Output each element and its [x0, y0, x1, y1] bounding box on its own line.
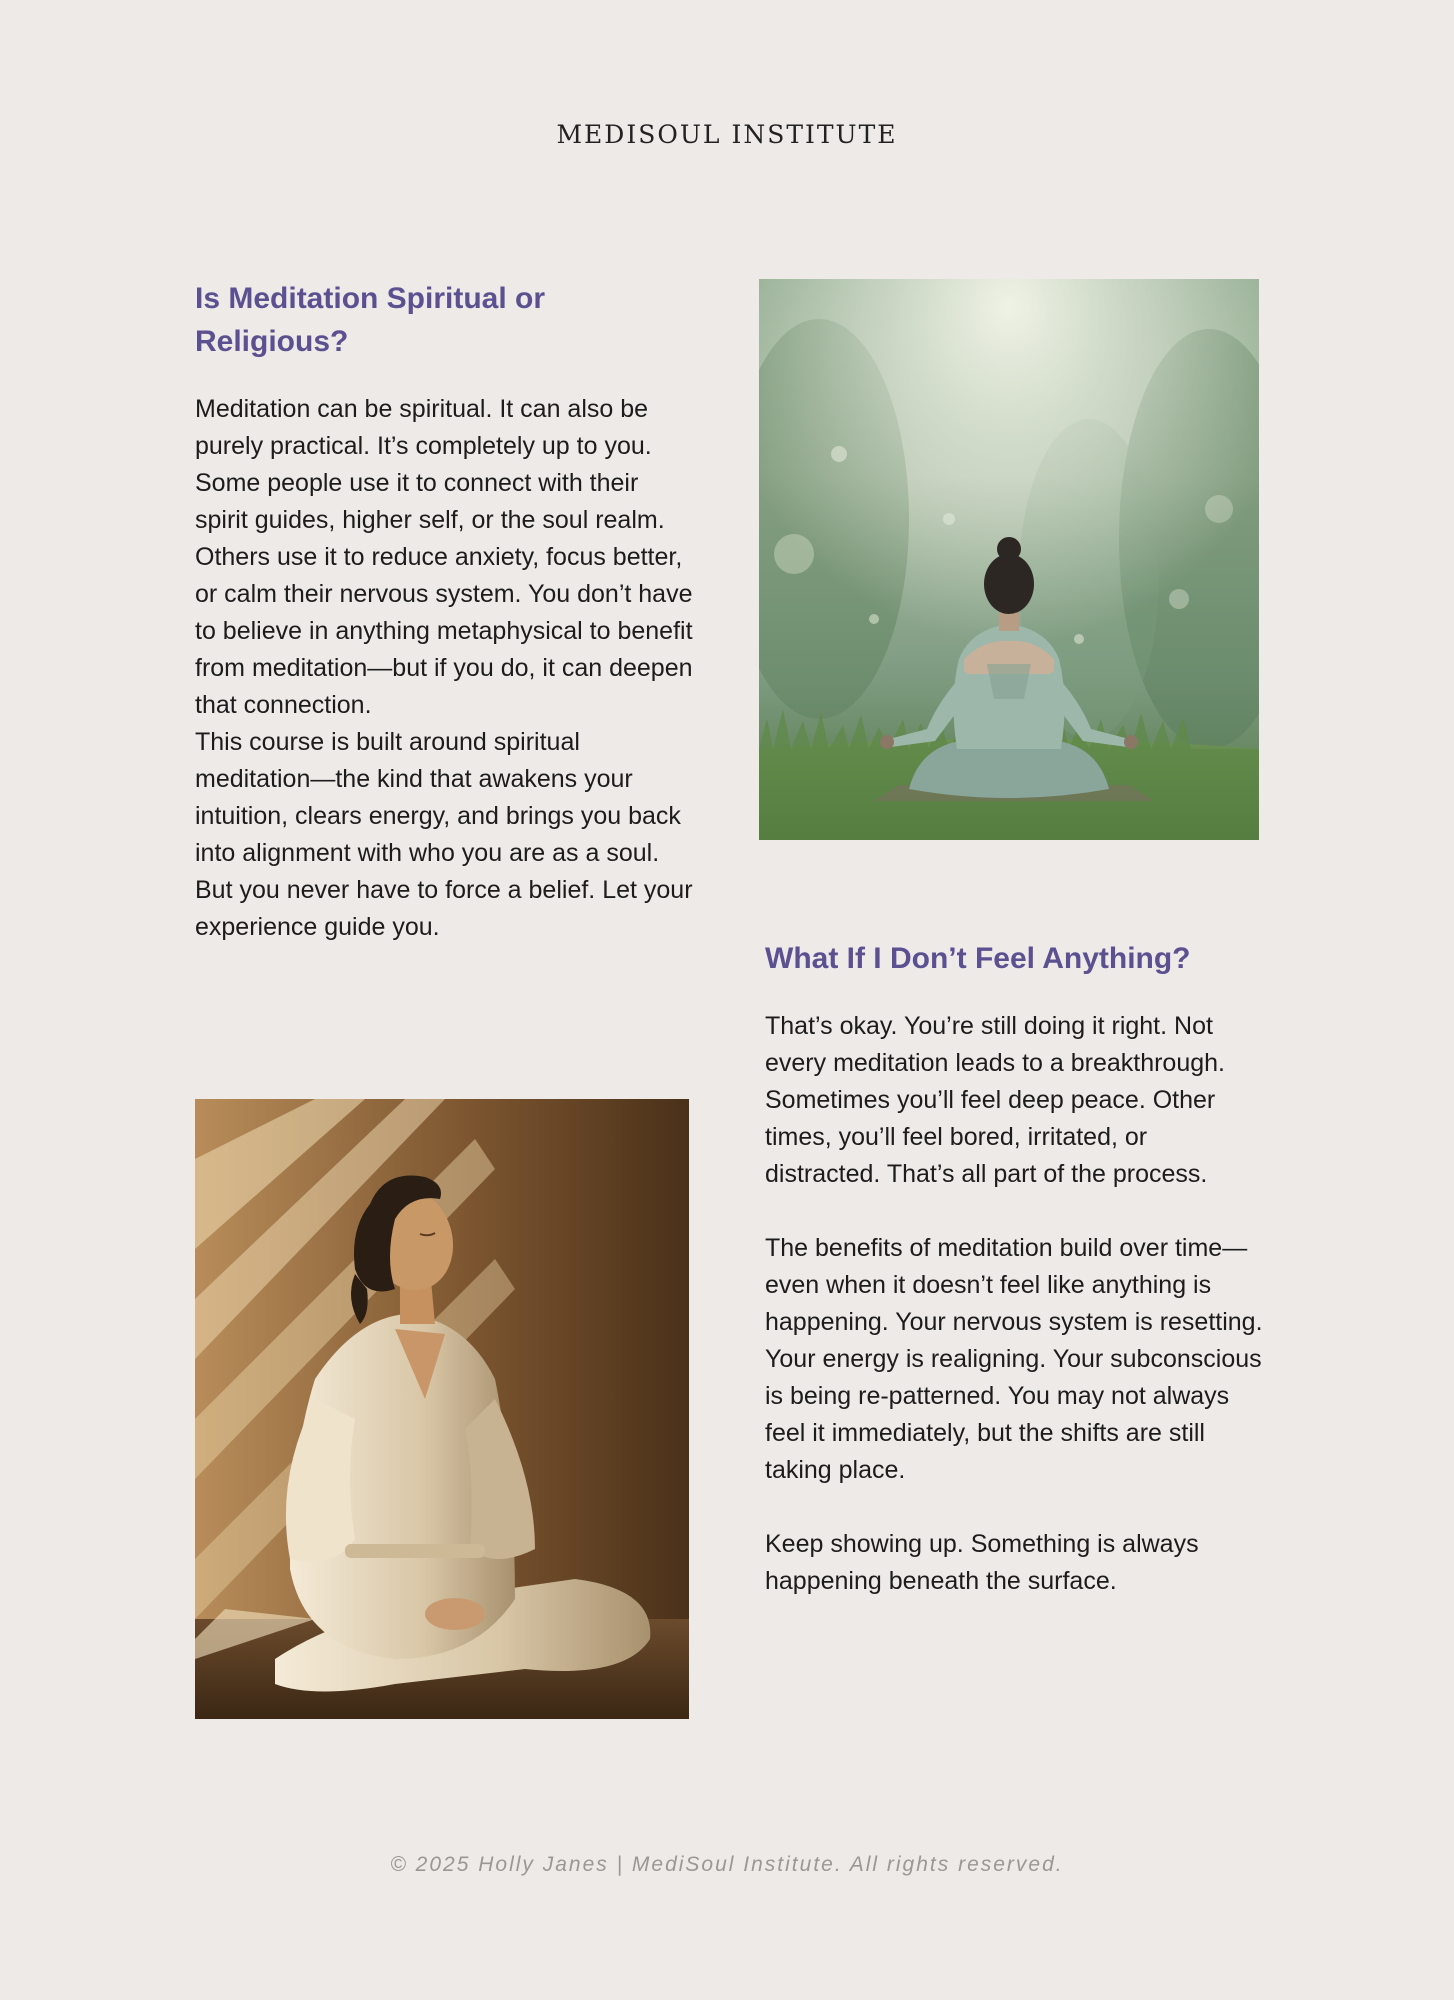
sunlit-meditation-illustration [195, 1099, 689, 1719]
forest-meditation-photo [759, 279, 1259, 840]
paragraph: That’s okay. You’re still doing it right. Not every meditation leads to a breakthrough. Sometimes you’ll feel deep peace. Other times, you’ll feel bored, irritated, or distracted. That’s all part of the process. [765, 1012, 1225, 1188]
paragraph: The benefits of meditation build over time—even when it doesn’t feel like anything is happening. Your nervous system is resetting. Your energy is realigning. Your subconscious is being re-patterned. You may not always feel it immediately, but the shifts are still taking place. [765, 1234, 1263, 1484]
paragraph: Keep showing up. Something is always happening beneath the surface. [765, 1530, 1199, 1595]
brand-title: MEDISOUL INSTITUTE [556, 120, 898, 149]
paragraph: Some people use it to connect with their spirit guides, higher self, or the soul realm. Others use it to reduce anxiety, focus better, or calm their nervous system. You don’t have to believe in anything metaphysical to benefit from meditation—but if you do, it can deepen that connection. [195, 469, 693, 719]
heading-feel: What If I Don’t Feel Anything? [765, 942, 1191, 975]
paragraph: Meditation can be spiritual. It can also be purely practical. It’s completely up to you. [195, 395, 652, 460]
heading-spiritual: Is Meditation Spiritual or Religious? [195, 282, 546, 358]
sunlit-meditation-photo [195, 1099, 689, 1719]
text-block-feel [765, 1008, 1265, 1600]
text-block-spiritual [195, 391, 695, 946]
paragraph: This course is built around spiritual meditation—the kind that awakens your intuition, clears energy, and brings you back into alignment with who you are as a soul. But you never have to force a belief. Let your experience guide you. [195, 728, 693, 941]
forest-meditation-illustration [759, 279, 1259, 840]
copyright-footer: © 2025 Holly Janes | MediSoul Institute. All rights reserved. [390, 1853, 1064, 1876]
